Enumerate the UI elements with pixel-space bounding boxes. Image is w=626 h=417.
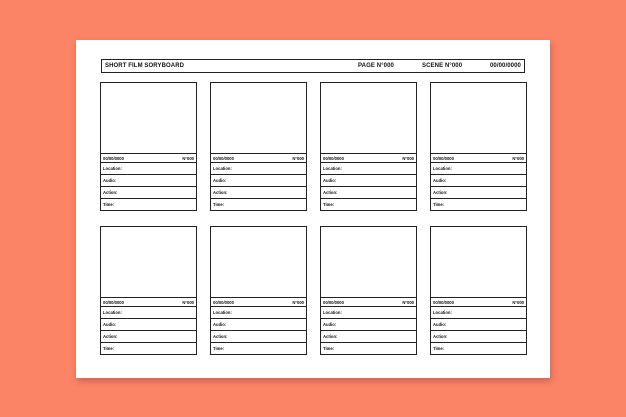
panel-date: 00/00/0000 bbox=[433, 300, 454, 305]
panel-frame[interactable] bbox=[320, 82, 417, 154]
location-field[interactable]: Location: bbox=[320, 307, 417, 319]
audio-field[interactable]: Audio: bbox=[210, 175, 307, 187]
location-field[interactable]: Location: bbox=[320, 163, 417, 175]
action-field[interactable]: Action: bbox=[430, 187, 527, 199]
location-field[interactable]: Location: bbox=[210, 307, 307, 319]
panel-frame[interactable] bbox=[430, 82, 527, 154]
storyboard-panel bbox=[320, 82, 417, 211]
panel-number: N°000 bbox=[512, 300, 524, 305]
panel-date: 00/00/0000 bbox=[323, 156, 344, 161]
location-field[interactable]: Location: bbox=[430, 163, 527, 175]
storyboard-panel bbox=[430, 226, 527, 355]
panel-frame[interactable] bbox=[430, 226, 527, 298]
action-field[interactable]: Action: bbox=[100, 331, 197, 343]
storyboard-panel bbox=[100, 226, 197, 355]
storyboard-title: SHORT FILM SORYBOARD bbox=[105, 63, 185, 69]
panel-date: 00/00/0000 bbox=[433, 156, 454, 161]
panel-meta-row bbox=[100, 298, 197, 307]
panel-number: N°000 bbox=[402, 156, 414, 161]
audio-field[interactable]: Audio: bbox=[320, 175, 417, 187]
storyboard-panel bbox=[430, 82, 527, 211]
time-field[interactable]: Time: bbox=[210, 343, 307, 355]
panel-number: N°000 bbox=[512, 156, 524, 161]
location-field[interactable]: Location: bbox=[430, 307, 527, 319]
scene-number: SCENE N°000 bbox=[422, 63, 463, 69]
action-field[interactable]: Action: bbox=[320, 187, 417, 199]
page-number: PAGE N°000 bbox=[358, 63, 394, 69]
storyboard-panel bbox=[100, 82, 197, 211]
audio-field[interactable]: Audio: bbox=[100, 319, 197, 331]
storyboard-panel bbox=[210, 82, 307, 211]
header-bar bbox=[101, 59, 525, 73]
panel-date: 00/00/0000 bbox=[323, 300, 344, 305]
time-field[interactable]: Time: bbox=[430, 343, 527, 355]
time-field[interactable]: Time: bbox=[430, 199, 527, 211]
time-field[interactable]: Time: bbox=[210, 199, 307, 211]
panel-date: 00/00/0000 bbox=[103, 300, 124, 305]
panel-frame[interactable] bbox=[100, 226, 197, 298]
storyboard-panel bbox=[320, 226, 417, 355]
panel-meta-row bbox=[100, 154, 197, 163]
action-field[interactable]: Action: bbox=[320, 331, 417, 343]
panel-frame[interactable] bbox=[100, 82, 197, 154]
panel-meta-row bbox=[210, 298, 307, 307]
panel-meta-row bbox=[210, 154, 307, 163]
action-field[interactable]: Action: bbox=[100, 187, 197, 199]
action-field[interactable]: Action: bbox=[210, 187, 307, 199]
panel-date: 00/00/0000 bbox=[103, 156, 124, 161]
audio-field[interactable]: Audio: bbox=[430, 319, 527, 331]
panel-number: N°000 bbox=[182, 156, 194, 161]
panel-frame[interactable] bbox=[210, 226, 307, 298]
panel-number: N°000 bbox=[292, 300, 304, 305]
action-field[interactable]: Action: bbox=[210, 331, 307, 343]
panel-date: 00/00/0000 bbox=[213, 300, 234, 305]
location-field[interactable]: Location: bbox=[100, 307, 197, 319]
panel-number: N°000 bbox=[182, 300, 194, 305]
storyboard-sheet bbox=[76, 40, 550, 378]
panel-meta-row bbox=[320, 298, 417, 307]
location-field[interactable]: Location: bbox=[210, 163, 307, 175]
panel-meta-row bbox=[320, 154, 417, 163]
audio-field[interactable]: Audio: bbox=[210, 319, 307, 331]
audio-field[interactable]: Audio: bbox=[320, 319, 417, 331]
panel-meta-row bbox=[430, 298, 527, 307]
panel-meta-row bbox=[430, 154, 527, 163]
time-field[interactable]: Time: bbox=[320, 199, 417, 211]
panel-number: N°000 bbox=[402, 300, 414, 305]
audio-field[interactable]: Audio: bbox=[430, 175, 527, 187]
time-field[interactable]: Time: bbox=[100, 343, 197, 355]
panel-frame[interactable] bbox=[210, 82, 307, 154]
audio-field[interactable]: Audio: bbox=[100, 175, 197, 187]
panel-number: N°000 bbox=[292, 156, 304, 161]
panel-frame[interactable] bbox=[320, 226, 417, 298]
header-date: 00/00/0000 bbox=[489, 63, 521, 69]
time-field[interactable]: Time: bbox=[100, 199, 197, 211]
location-field[interactable]: Location: bbox=[100, 163, 197, 175]
action-field[interactable]: Action: bbox=[430, 331, 527, 343]
storyboard-panel bbox=[210, 226, 307, 355]
time-field[interactable]: Time: bbox=[320, 343, 417, 355]
panel-date: 00/00/0000 bbox=[213, 156, 234, 161]
